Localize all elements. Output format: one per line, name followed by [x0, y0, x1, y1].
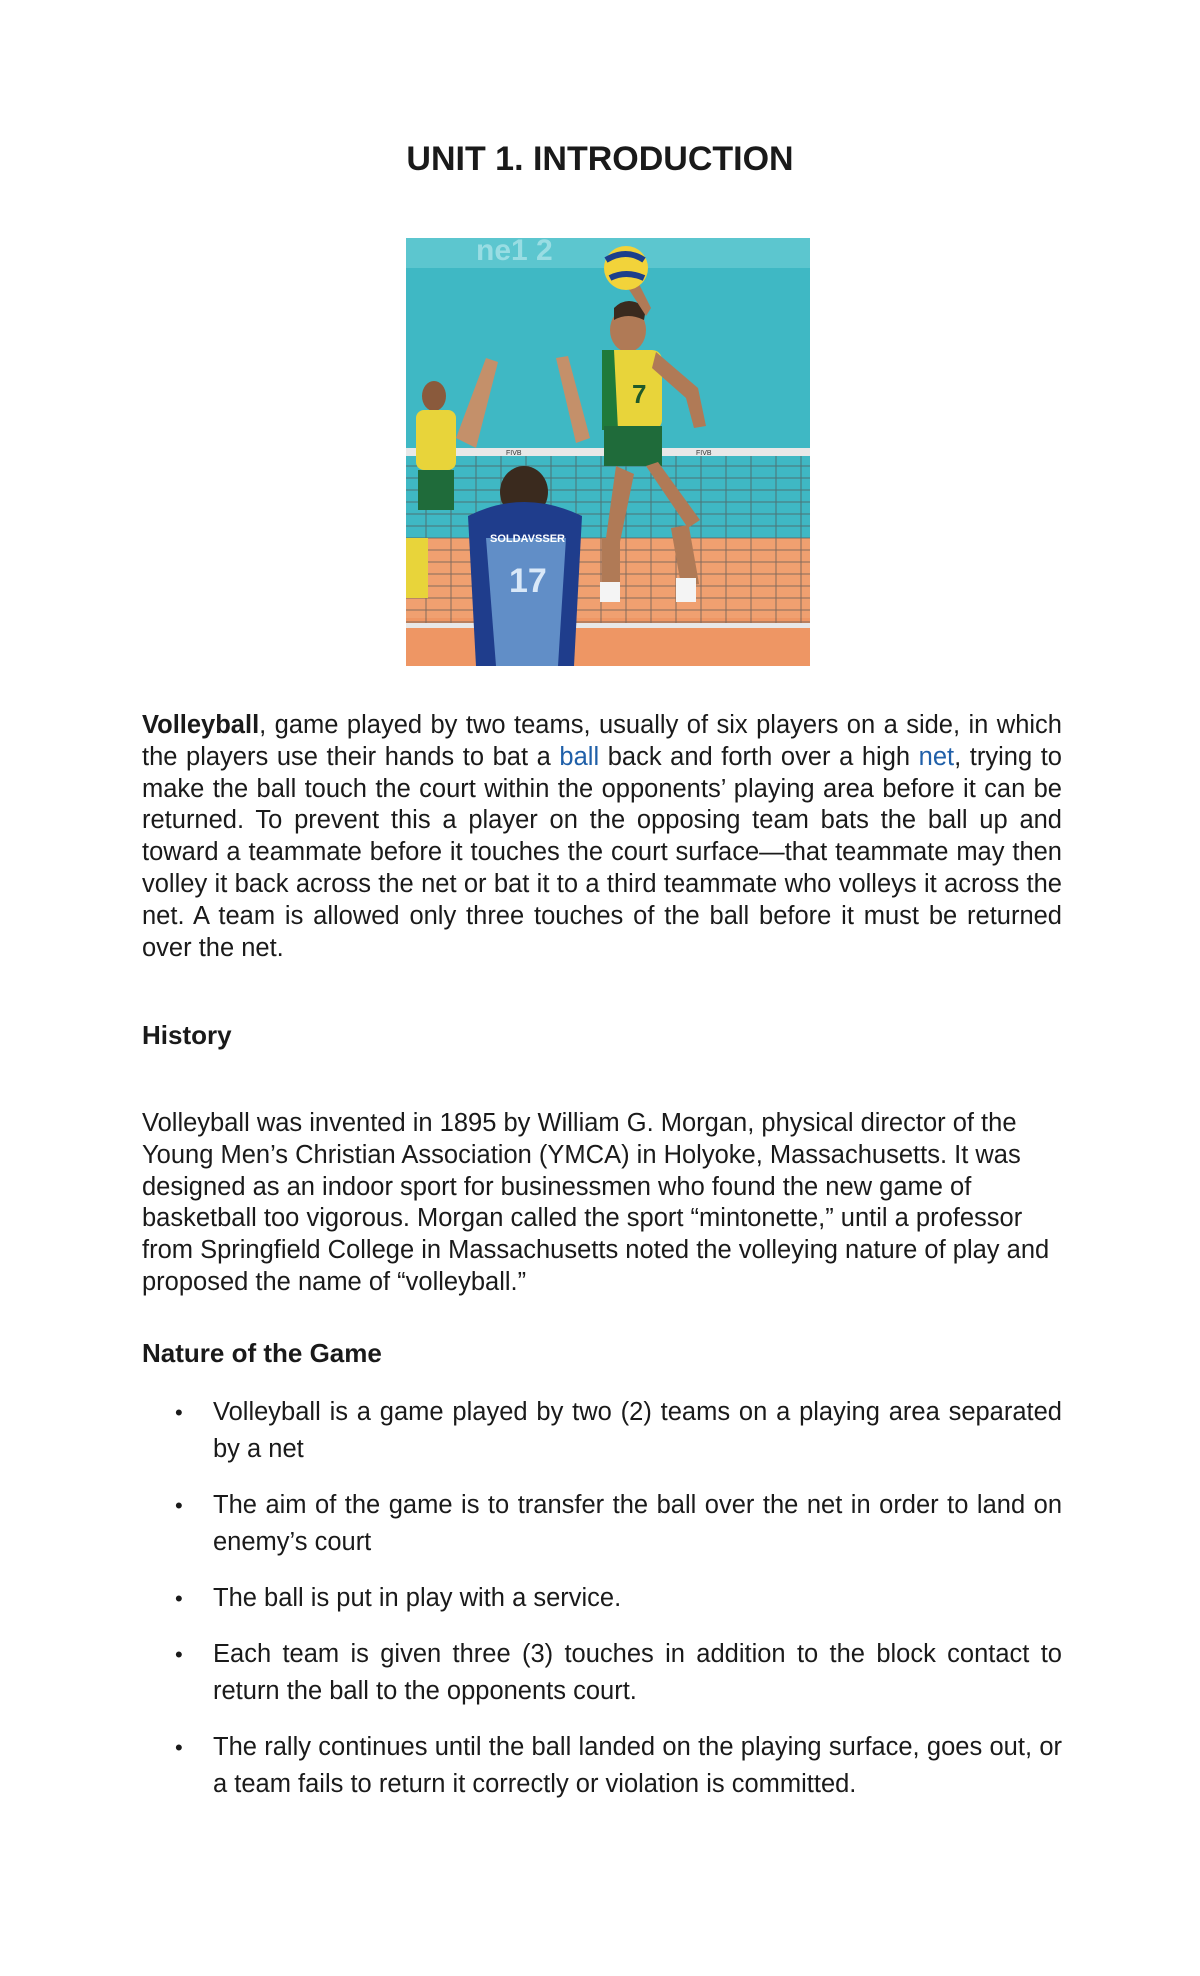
- bullet-icon: •: [175, 1642, 183, 1667]
- list-item-text: The ball is put in play with a service.: [213, 1584, 622, 1612]
- volleyball-photo: [406, 238, 810, 666]
- list-item-text: The aim of the game is to transfer the ball over the net in order to land on enemy’s court: [213, 1491, 1062, 1556]
- list-item-text: Volleyball is a game played by two (2) teams on a playing area separated by a net: [213, 1398, 1062, 1463]
- net-link[interactable]: net: [918, 742, 955, 771]
- list-item: [142, 1729, 1062, 1803]
- back-jersey-number: 17: [509, 562, 547, 600]
- list-item: [142, 1636, 1062, 1710]
- bullet-icon: •: [175, 1735, 183, 1760]
- list-item: [142, 1580, 1062, 1617]
- bullet-icon: •: [175, 1400, 183, 1425]
- intro-lead-term: Volleyball: [142, 711, 260, 739]
- history-heading: History: [142, 1020, 232, 1050]
- bullet-icon: •: [175, 1586, 183, 1611]
- front-jersey-number: 7: [632, 379, 647, 409]
- list-item: [142, 1394, 1062, 1468]
- list-item-text: Each team is given three (3) touches in addition to the block contact to return the ball to the opponents court.: [213, 1640, 1062, 1705]
- back-jersey-name: SOLDAVSSER: [490, 533, 565, 545]
- nature-heading: Nature of the Game: [142, 1338, 382, 1368]
- intro-text-1: , game played by two teams, usually of six players on a side, in which the players use their hands to bat a: [142, 711, 1062, 771]
- ball-link[interactable]: ball: [559, 742, 600, 771]
- svg-text:FIVB: FIVB: [696, 450, 712, 457]
- page-title: UNIT 1. INTRODUCTION: [406, 140, 794, 178]
- nature-bullet-list: [142, 1394, 1062, 1822]
- intro-text-3: , trying to make the ball touch the court within the opponents’ playing area before it can be returned. To prevent this a player on the opposing team bats the ball up and toward a teammate before it touches the court surface—that teammate may then volley it back across the net or bat it to a third teammate who volleys it across the net. A team is allowed only three touches of the ball before it must be returned over the net.: [142, 742, 1062, 962]
- list-item-text: The rally continues until the ball landed on the playing surface, goes out, or a team fails to return it correctly or violation is committed.: [213, 1733, 1062, 1798]
- intro-text-2: back and forth over a high: [599, 742, 919, 771]
- bullet-icon: •: [175, 1493, 183, 1518]
- intro-paragraph: [142, 710, 1062, 964]
- history-paragraph: Volleyball was invented in 1895 by William G. Morgan, physical director of the Young Men’s Christian Association (YMCA) in Holyoke, Massachusetts. It was designed as an indoor sport for businessmen who found the new game of basketball too vigorous. Morgan called the sport “mintonette,” until a professor from Springfield College in Massachusetts noted the volleying nature of play and proposed the name of “volleyball.”: [142, 1109, 1050, 1296]
- volleyball-spike-photo-icon: [406, 238, 810, 666]
- list-item: [142, 1487, 1062, 1561]
- svg-text:ne1 2: ne1 2: [476, 238, 553, 267]
- net-brand-text: FIVB: [506, 450, 522, 457]
